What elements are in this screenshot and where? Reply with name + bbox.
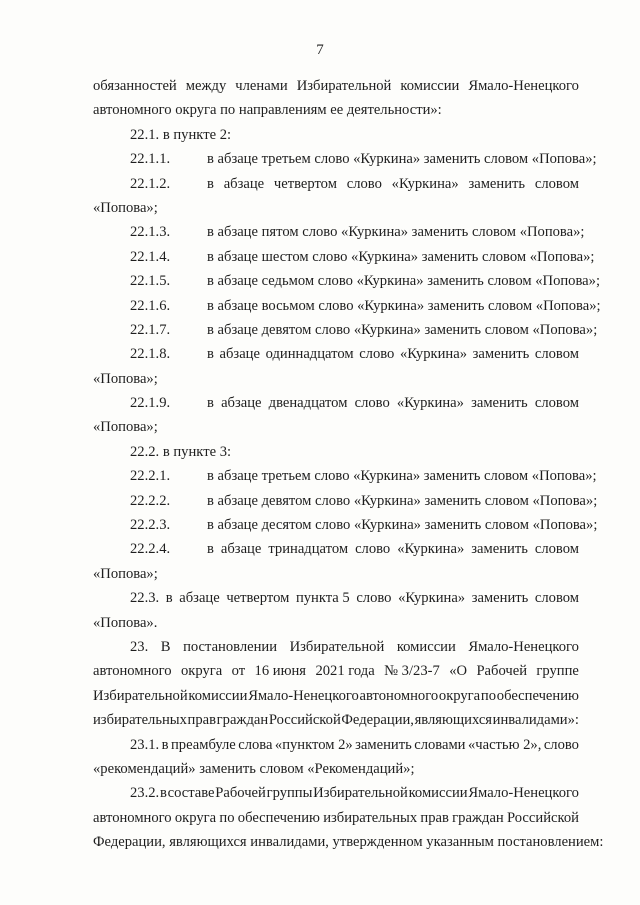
word: заменить — [471, 541, 528, 558]
item-number: 22.1.9. — [130, 395, 171, 412]
word: слово — [359, 346, 395, 363]
word: по — [219, 809, 235, 826]
text-line: «рекомендаций» заменить словом «Рекомендаций»; — [93, 760, 415, 777]
text-line: «Попова». — [93, 614, 158, 631]
word: «О — [449, 663, 468, 680]
word: «пунктом 2» — [274, 736, 353, 753]
item-number: 22.1.6. — [130, 297, 171, 314]
item-number: 22.1.4. — [130, 248, 171, 265]
item-number: 22.2.2. — [130, 492, 171, 509]
item-text: в абзаце третьем слово «Куркина» заменить словом «Попова»; — [207, 468, 597, 485]
word: Ямало-Ненецкого — [468, 78, 579, 94]
page-number: 7 — [316, 42, 324, 58]
word: избирательных — [93, 712, 187, 729]
word: Федерации, — [341, 712, 414, 729]
word: слово — [356, 590, 392, 607]
word: обеспечению — [237, 809, 320, 826]
item-number: 22.2.3. — [130, 517, 171, 534]
word: слова — [238, 736, 273, 753]
word: в — [165, 590, 173, 607]
word: в — [161, 736, 169, 753]
word: в — [207, 346, 214, 363]
document-body — [93, 74, 604, 855]
word: округа — [438, 687, 481, 704]
word: Избирательной — [289, 638, 385, 655]
word: 23. — [130, 638, 149, 655]
item-number: 22.1.3. — [130, 224, 171, 241]
list-item — [93, 318, 598, 342]
word: абзаце — [221, 395, 262, 412]
word: заменить — [471, 590, 529, 607]
word: Рабочей — [215, 785, 266, 802]
word: абзаце — [223, 175, 265, 192]
word: в — [207, 175, 214, 192]
item-text: в абзаце восьмом слово «Куркина» заменить словом «Попова»; — [207, 297, 601, 314]
word: словами — [414, 736, 466, 753]
word: Избирательной — [313, 785, 408, 802]
word: № 3/23-7 — [384, 663, 440, 680]
word: Рабочей — [476, 663, 528, 680]
word: В — [160, 638, 171, 655]
word: абзаце — [179, 590, 220, 607]
item-text: в абзаце пятом слово «Куркина» заменить словом «Попова»; — [207, 224, 585, 241]
list-item — [93, 147, 597, 171]
text-line: 22.1. в пункте 2: — [130, 126, 232, 143]
word: «Куркина» — [399, 346, 467, 363]
word: автономного — [93, 809, 172, 826]
word: слово — [354, 395, 390, 412]
word: в — [207, 541, 214, 558]
word: «Куркина» — [397, 541, 465, 558]
word: 23.1. — [130, 736, 160, 753]
word: комиссии — [396, 638, 456, 655]
list-item — [93, 220, 585, 244]
word: одиннадцатом — [265, 346, 354, 363]
item-text: в абзаце десятом слово «Куркина» заменить словом «Попова»; — [207, 517, 598, 534]
word: Российской — [268, 712, 341, 729]
word: 23.2. — [130, 785, 160, 802]
item-text — [207, 172, 579, 196]
word: граждан — [216, 712, 269, 729]
text-line — [93, 684, 579, 708]
word: четвертом — [226, 590, 290, 607]
text-line: «Попова»; — [93, 199, 158, 216]
word: Ямало-Ненецкого — [248, 687, 359, 704]
word: Избирательной — [93, 687, 188, 704]
text-line: «Попова»; — [93, 565, 158, 582]
word: составе — [167, 785, 215, 802]
word: заменить — [472, 346, 530, 363]
list-item — [93, 537, 579, 561]
word: слово — [543, 736, 579, 753]
word: обязанностей — [93, 78, 177, 94]
word: постановлении — [183, 638, 278, 655]
word: 2021 года — [315, 663, 375, 680]
list-item — [93, 342, 579, 366]
word: тринадцатом — [268, 541, 349, 558]
item-number: 22.1.1. — [130, 151, 171, 168]
word: комиссии — [400, 78, 460, 94]
word: Ямало-Ненецкого — [468, 638, 579, 655]
word: Ямало-Ненецкого — [468, 785, 579, 802]
word: округа — [174, 809, 217, 826]
word: комиссии — [188, 687, 248, 704]
word: «частью 2», — [467, 736, 542, 753]
word: округа — [180, 663, 223, 680]
item-text — [207, 342, 579, 366]
word: абзаце — [220, 541, 262, 558]
word: граждан — [452, 809, 504, 826]
word: прав — [420, 809, 449, 826]
item-text — [207, 391, 579, 415]
item-number: 22.1.8. — [130, 346, 171, 363]
text-line: автономного округа по направлениям ее деятельности»: — [93, 102, 442, 119]
list-item — [93, 294, 601, 318]
text-line: Федерации, являющихся инвалидами, утвержденном указанным постановлением: — [93, 834, 604, 851]
word: словом — [534, 541, 579, 558]
word: словом — [534, 590, 579, 607]
word: группе — [536, 663, 579, 680]
list-item — [93, 172, 579, 196]
text-line: «Попова»; — [93, 370, 158, 387]
item-number: 22.1.7. — [130, 321, 171, 338]
item-number: 22.1.2. — [130, 175, 171, 192]
item-text: в абзаце девятом слово «Куркина» заменить словом «Попова»; — [207, 492, 598, 509]
item-number: 22.2.4. — [130, 541, 171, 558]
text-line: 22.2. в пункте 3: — [130, 443, 232, 460]
word: преамбуле — [171, 736, 236, 753]
word: прав — [187, 712, 217, 729]
word: двенадцатом — [268, 395, 348, 412]
word: слово — [355, 541, 391, 558]
word: 16 июня — [254, 663, 307, 680]
word: обеспечению — [496, 687, 579, 704]
text-line — [93, 659, 579, 683]
list-item — [93, 391, 579, 415]
word: Российской — [507, 809, 579, 826]
word: автономного — [93, 663, 172, 680]
word: группы — [266, 785, 313, 802]
item-number: 22.2.1. — [130, 468, 171, 485]
word: абзаце — [219, 346, 260, 363]
word: комиссии — [408, 785, 468, 802]
text-line — [93, 74, 579, 98]
word: от — [231, 663, 246, 680]
word: между — [185, 78, 227, 94]
word: словом — [534, 175, 579, 192]
list-item — [93, 513, 598, 537]
text-line — [93, 708, 579, 732]
word: «Куркина» — [398, 590, 466, 607]
word: «Куркина» — [391, 175, 459, 192]
word: пункта 5 — [295, 590, 350, 607]
item-number: 22.1.5. — [130, 273, 171, 290]
word: членами — [235, 78, 288, 94]
word: по — [480, 687, 497, 704]
word: слово — [346, 175, 382, 192]
word: избирательных — [323, 809, 418, 826]
word: четвертом — [273, 175, 337, 192]
text-line — [93, 733, 579, 757]
word: заменить — [468, 175, 526, 192]
text-line — [93, 781, 579, 805]
word: 22.3. — [130, 590, 160, 607]
word: Избирательной — [296, 78, 392, 94]
word: «Куркина» — [396, 395, 464, 412]
text-line — [93, 586, 579, 610]
list-item — [93, 489, 598, 513]
item-text: в абзаце седьмом слово «Куркина» заменить словом «Попова»; — [207, 273, 601, 290]
text-line — [93, 806, 579, 830]
item-text: в абзаце шестом слово «Куркина» заменить словом «Попова»; — [207, 248, 595, 265]
item-text — [207, 537, 579, 561]
item-text: в абзаце третьем слово «Куркина» заменить словом «Попова»; — [207, 151, 597, 168]
list-item — [93, 464, 597, 488]
word: автономного — [359, 687, 439, 704]
word: заменить — [355, 736, 412, 753]
word: словом — [534, 346, 579, 363]
word: в — [159, 785, 167, 802]
list-item — [93, 245, 595, 269]
item-text: в абзаце девятом слово «Куркина» заменить словом «Попова»; — [207, 321, 598, 338]
word: в — [207, 395, 214, 412]
text-line: «Попова»; — [93, 419, 158, 436]
word: словом — [534, 395, 579, 412]
word: заменить — [471, 395, 528, 412]
word: инвалидами»: — [492, 712, 579, 729]
text-line — [93, 635, 579, 659]
list-item — [93, 269, 601, 293]
word: являющихся — [414, 712, 493, 729]
